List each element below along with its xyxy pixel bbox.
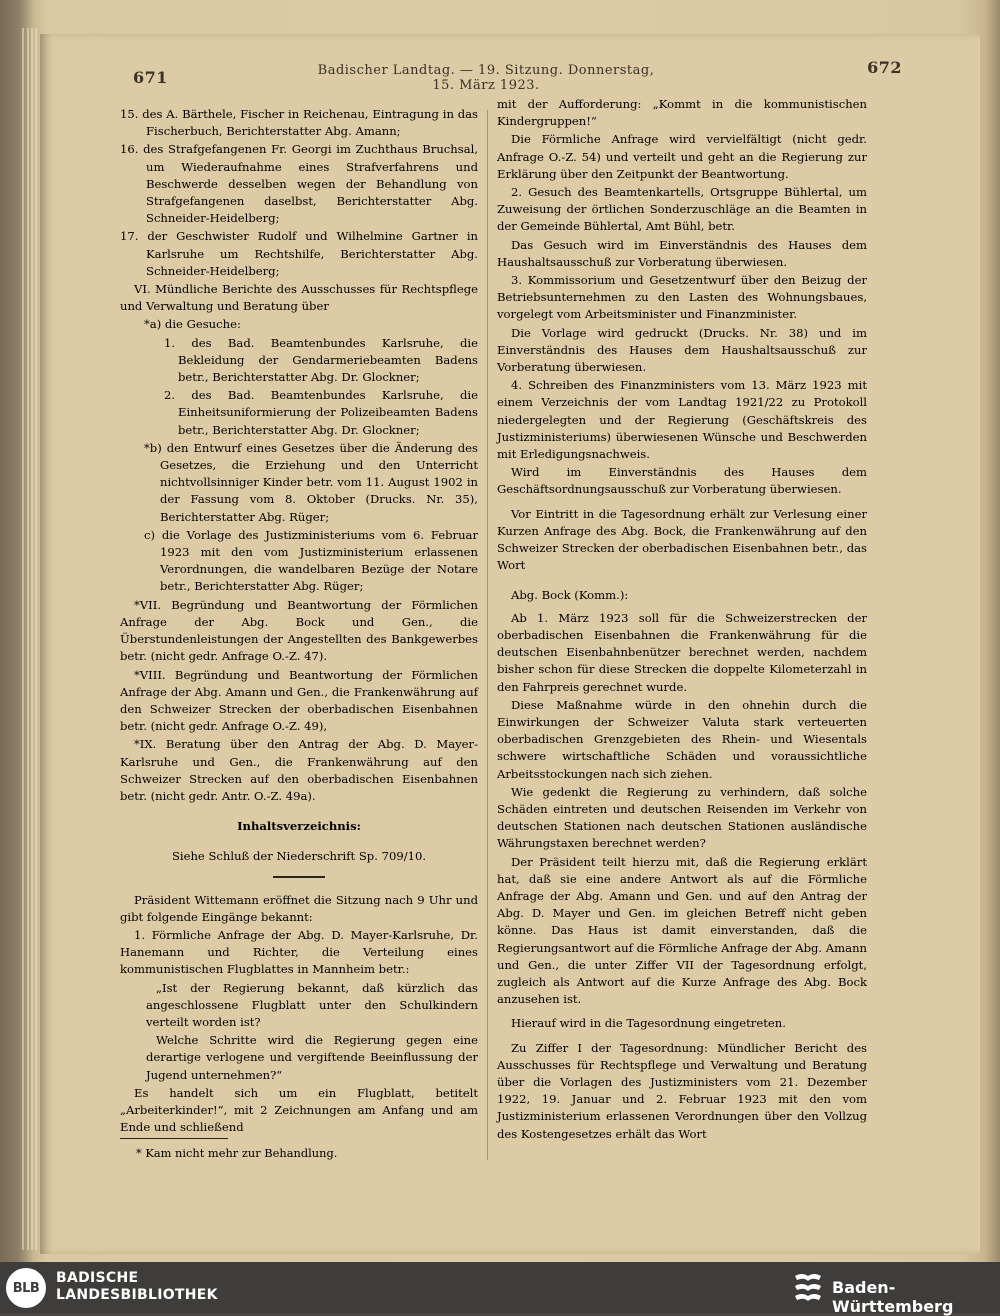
page-edge [27, 28, 29, 1250]
paragraph: Es handelt sich um ein Flugblatt, betitelt „Arbeiterkinder!“, mit 2 Zeichnungen am Anfang und am Ende und schließend [120, 1085, 478, 1135]
paragraph: 1. Förmliche Anfrage der Abg. D. Mayer-Karlsruhe, Dr. Hanemann und Richter, die Verteilung eines kommunistischen Flugblattes in Mannheim betr.: [120, 927, 478, 977]
paragraph: VI. Mündliche Berichte des Ausschusses für Rechtspflege und Verwaltung und Beratung über [120, 282, 478, 314]
paragraph: *VIII. Begründung und Beantwortung der Förmlichen Anfrage der Abg. Amann und Gen., die Frankenwährung auf den Schweizer Strecken der oberbadischen Eisenbahnen betr. (nicht gedr. Anfrage O.-Z. 49), [120, 667, 478, 734]
paragraph: *IX. Beratung über den Antrag der Abg. D. Mayer-Karlsruhe und Gen., die Frankenwährung auf den Schweizer Strecken auf den oberbadischen Eisenbahnen betr. (nicht gedr. Antr. O.-Z. 49a). [120, 737, 478, 803]
column-separator [487, 110, 488, 1160]
paragraph: Vor Eintritt in die Tagesordnung erhält zur Verlesung einer Kurzen Anfrage des Abg. Bock, die Frankenwährung auf den Schweizer Strecken der oberbadischen Eisenbahnen betr., das Wort [497, 506, 867, 573]
page-number-left: 671 [133, 68, 168, 87]
section-rule [273, 876, 325, 878]
paragraph: *b) den Entwurf eines Gesetzes über die Änderung des Gesetzes, die Erziehung und den Unterricht nichtvollsinniger Kinder betr. vom 11. August 1902 in der Fassung vom 8. Oktober (Drucks. Nr. 35), Berichterstatter Abg. Rüger; [144, 440, 478, 524]
paragraph: 4. Schreiben des Finanzministers vom 13. März 1923 mit einem Verzeichnis der vom Landtag 1921/22 zu Protokoll niedergelegten und der Regierung (Geschäftskreis des Justizministeriums) überwiesenen Wünsche und Beschwerden mit Erledigungsnachweis. [497, 378, 867, 462]
paragraph: 1. des Bad. Beamtenbundes Karlsruhe, die Bekleidung der Gendarmeriebeamten Badens betr., Berichterstatter Abg. Dr. Glockner; [164, 335, 478, 385]
paragraph: mit der Aufforderung: „Kommt in die kommunistischen Kindergruppen!“ [497, 97, 867, 129]
paragraph: *VII. Begründung und Beantwortung der Förmlichen Anfrage der Abg. Bock und Gen., die Überstundenleistungen der Angestellten des Bankgewerbes betr. (nicht gedr. Anfrage O.-Z. 47). [120, 597, 478, 664]
right-column [497, 96, 867, 1144]
paragraph: 15. des A. Bärthele, Fischer in Reichenau, Eintragung in das Fischerbuch, Berichterstatter Abg. Amann; [120, 107, 478, 139]
toc-text: Siehe Schluß der Niederschrift Sp. 709/10. [171, 849, 427, 864]
state-name[interactable]: Baden-Württemberg [832, 1278, 954, 1316]
quote: Welche Schritte wird die Regierung gegen eine derartige verlogene und vergiftende Beeinflussung der Jugend unternehmen?“ [146, 1033, 478, 1082]
paragraph: 2. Gesuch des Beamtenkartells, Ortsgruppe Bühlertal, um Zuweisung der örtlichen Sonderzuschläge an die Beamten in der Gemeinde Bühlertal, Amt Bühl, betr. [497, 185, 867, 234]
footnote-rule [120, 1138, 228, 1139]
footnote: * Kam nicht mehr zur Behandlung. [136, 1146, 338, 1160]
lions-crest-icon [792, 1270, 824, 1306]
page-edge [35, 28, 37, 1250]
paragraph: Präsident Wittemann eröffnet die Sitzung nach 9 Uhr und gibt folgende Eingänge bekannt: [120, 892, 478, 924]
page-edge [22, 28, 24, 1250]
page-number-right: 672 [867, 58, 902, 77]
toc-heading: Inhaltsverzeichnis: [237, 819, 361, 834]
running-head: Badischer Landtag. — 19. Sitzung. Donnerstag, 15. März 1923. [317, 63, 655, 93]
library-name-line2: LANDESBIBLIOTHEK [56, 1287, 218, 1303]
paragraph: Zu Ziffer I der Tagesordnung: Mündlicher Bericht des Ausschusses für Rechtspflege und Verwaltung und Beratung über die Vorlagen des Justizministers vom 21. Dezember 1922, 19. Januar und 2. Februar 1923 mit den vom Justizministerium erlassenen Verordnungen über den Vollzug des Kostengesetzes erhält das Wort [497, 1040, 867, 1141]
paragraph: Diese Maßnahme würde in den ohnehin durch die Einwirkungen der Schweizer Valuta stark verteuerten oberbadischen Grenzgebieten des Rhein- und Wiesentals schwere wirtschaftliche Schäden und voraussichtliche Arbeitsstockungen nach sich ziehen. [497, 697, 867, 781]
paragraph: *a) die Gesuche: [144, 317, 241, 332]
paragraph: Die Förmliche Anfrage wird vervielfältigt (nicht gedr. Anfrage O.-Z. 54) und verteilt und geht an die Regierung zur Erklärung über den Zeitpunkt der Beantwortung. [497, 132, 867, 181]
paragraph: 17. der Geschwister Rudolf und Wilhelmine Gartner in Karlsruhe um Rechtshilfe, Berichterstatter Abg. Schneider-Heidelberg; [120, 229, 478, 278]
paragraph: Wie gedenkt die Regierung zu verhindern, daß solche Schäden eintreten und deutschen Reisenden im Verkehr von deutschen Stationen nach deutschen Stationen ausländische Währungstaxen berechnet werden? [497, 784, 867, 851]
paragraph: Wird im Einverständnis des Hauses dem Geschäftsordnungsausschuß zur Vorberatung überwiesen. [497, 465, 867, 497]
paragraph: Ab 1. März 1923 soll für die Schweizerstrecken der oberbadischen Eisenbahnen die Frankenwährung für die deutschen Eisenbahnbenützer berechnet werden, nachdem bisher schon für diese Strecken die doppelte Kilometerzahl in den Fahrpreis gerechnet wurde. [497, 610, 867, 694]
paragraph: 3. Kommissorium und Gesetzentwurf über den Beizug der Betriebsunternehmen zu den Lasten des Wohnungsbaues, vorgelegt vom Arbeitsminister und Finanzminister. [497, 273, 867, 322]
quote: „Ist der Regierung bekannt, daß kürzlich das angeschlossene Flugblatt unter den Schulkindern verteilt worden ist? [146, 980, 478, 1029]
left-column [120, 106, 478, 1137]
paragraph: Der Präsident teilt hierzu mit, daß die Regierung erklärt hat, daß sie eine andere Antwort als auf die Förmliche Anfrage der Abg. Amann und Gen. und auf den Antrag der Abg. D. Mayer und Gen. im gleichen Betreff nicht geben könne. Das Haus ist damit einverstanden, daß die Regierungsantwort auf die Förmliche Anfrage der Abg. Amann und Gen., die unter Ziffer VII der Tagesordnung erfolgt, zugleich als Antwort auf die Kurze Anfrage des Abg. Bock anzusehen ist. [497, 854, 867, 1007]
paragraph: Die Vorlage wird gedruckt (Drucks. Nr. 38) und im Einverständnis des Hauses dem Haushaltsausschuß zur Vorberatung überwiesen. [497, 325, 867, 375]
speaker: Abg. Bock (Komm.): [511, 588, 629, 603]
paragraph: c) die Vorlage des Justizministeriums vom 6. Februar 1923 mit den vom Justizministerium erlassenen Verordnungen, die wandelbaren Bezüge der Notare betr., Berichterstatter Abg. Rüger; [144, 527, 478, 594]
paragraph: 2. des Bad. Beamtenbundes Karlsruhe, die Einheitsuniformierung der Polizeibeamten Badens betr., Berichterstatter Abg. Dr. Glockner; [164, 388, 478, 437]
library-name[interactable] [56, 1270, 218, 1304]
paragraph: Das Gesuch wird im Einverständnis des Hauses dem Haushaltsausschuß zur Vorberatung überwiesen. [497, 237, 867, 269]
footer-bar [0, 1262, 1000, 1316]
page-edge [31, 28, 33, 1250]
blb-logo[interactable]: BLB [6, 1268, 46, 1308]
library-name-line1: BADISCHE [56, 1270, 139, 1286]
paragraph: Hierauf wird in die Tagesordnung eingetreten. [511, 1016, 786, 1031]
paragraph: 16. des Strafgefangenen Fr. Georgi im Zuchthaus Bruchsal, um Wiederaufnahme eines Strafverfahrens und Beschwerde desselben wegen der Behandlung von Strafgefangenen daselbst, Berichterstatter Abg. Schneider-Heidelberg; [120, 142, 478, 226]
